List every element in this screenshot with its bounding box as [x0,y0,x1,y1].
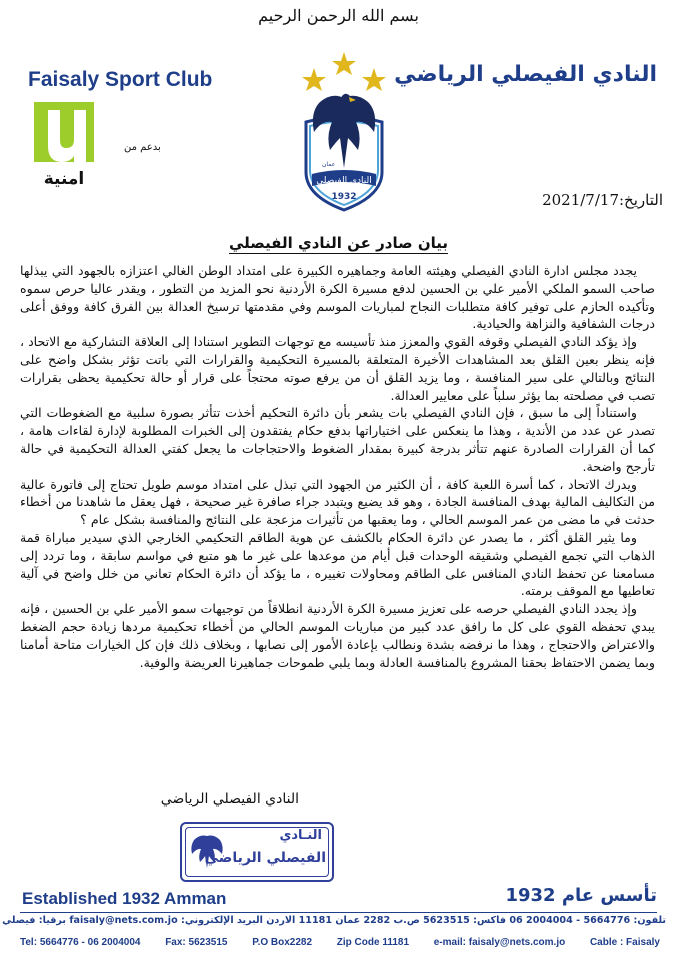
footer-fax: Fax: 5623515 [165,937,228,948]
footer-divider [20,912,657,913]
statement-paragraph: وإذ يجدد النادي الفيصلي حرصه على تعزيز مسيرة الكرة الأردنية انطلاقاً من توجيهات سمو الأمير علي بن الحسين ، فإنه يبدي تحفظه القوي على كل ما رافق عدد كبير من مباريات الموسم الحالي من أخطاء تحكيمية مردها زيادة حجم الضغط والاعتراض والاحتجاج ، وهذا ما نرفضه بشدة ونطالب بإعادة الأمور إلى نصابها ، وبخلاف ذلك فإن كل الخيارات متاحة أمامنا وبما يضمن الاحتفاظ بحقنا المشروع بالمنافسة العادلة وبما يلبي طموحات جماهيرنا العريضة والوفية. [20,601,655,670]
footer-tel: Tel: 5664776 - 06 2004004 [20,937,141,948]
sponsor-label: بدعم من [124,142,161,153]
statement-paragraph: واستناداً إلى ما سبق ، فإن النادي الفيصلي بات يشعر بأن دائرة التحكيم أخذت تتأثر بصورة سلبية مع الضغوطات التي تصدر عن عدد من الأندية ، وهذا ما ينعكس على اختياراتها بدفع حكام يفتقدون إلى الخبرات المطلوبة لإدارة لقاءات هامة ، كما أن القرارات الصادرة عنهم تتأثر بدرجة كبيرة بمقدار الضغوط والاحتجاجات ما يجعل كفتي العدالة التحكيمية في حالة تأرجح واضحة. [20,405,655,474]
statement-paragraph: يجدد مجلس ادارة النادي الفيصلي وهيئته العامة وجماهيره الكبيرة على امتداد الوطن الغالي اعتزازه بالجهود التي يبذلها صاحب السمو الملكي الأمير علي بن الحسين لدفع مسيرة الكرة الأردنية نحو المزيد من التطور ، ويقدر عاليا حرص سموه وتأكيده الحازم على توفير كافة متطلبات النجاح لمباريات الموسم وفي مقدمتها ترسيخ العدالة بين الفرق كافة ووفق أعلى درجات الشفافية والنزاهة والحيادية. [20,263,655,332]
statement-paragraph: ويدرك الاتحاد ، كما أسرة اللعبة كافة ، أن الكثير من الجهود التي تبذل على امتداد موسم طويل تحتاج إلى فاتورة عالية من التكاليف المالية بهدف المنافسة الجادة ، وهو قد يضيع ويتبدد جراء صافرة غير صحيحة ، فهل يعقل ما شاهدنا من أخطاء حدثت في ما مضى من عمر الموسم الحالي ، وما يعقبها من تأثيرات مزعجة على النتائج والمنافسة بشكل عام ؟ [20,476,655,528]
crest-stars [302,52,386,91]
club-crest-logo [296,46,392,214]
footer-pobox: P.O Box2282 [252,937,313,948]
statement-body [20,262,655,671]
statement-paragraph: وما يثير القلق أكثر ، ما يصدر عن دائرة الحكام بالكشف عن هوية الطاقم التحكيمي الخارجي الذي سيدير مباراة قمة الذهاب التي تجمع الفيصلي وشقيقه الوحدات قبل أيام من موعدها على غير ما هو متبع في مواسم سابقة ، وما تردد إلى مسامعنا عن تحفظ النادي المنافس على الطاقم ومحاولات تغييره ، ما يؤكد أن دائرة الحكام تعاني من خلل واضح في آلية تعاطيها مع الموقف برمته. [20,529,655,599]
basmala-heading: بسم الله الرحمن الرحيم [258,6,419,25]
club-name-english: Faisaly Sport Club [28,68,213,91]
sponsor-name: امنية [43,169,85,189]
crest-city: عمان [322,161,336,168]
document-date: التاريخ:2021/7/17 [542,191,663,209]
footer-contact-arabic: تلفون: 5664776 - 2004004 06 فاكس: 5623515 ص.ب 2282 عمان 11181 الاردن البريد الإلكتروني: faisaly@nets.com.jo برقيا: فيصلي [2,915,666,926]
established-english: Established 1932 Amman [22,889,227,908]
club-stamp [180,822,334,882]
document-title-text: بيان صادر عن النادي الفيصلي [228,234,449,252]
signature-line: النادي الفيصلي الرياضي [160,791,299,807]
crest-text: النادي الفيصلي [316,176,372,186]
crest-year: 1932 [331,192,357,202]
stamp-text-line1: النـادي [279,828,322,843]
statement-paragraph: وإذ يؤكد النادي الفيصلي وقوفه القوي والمعزز منذ تأسيسه مع توجهات التطوير استنادا إلى العلاقة التشاركية مع الاتحاد ، فإنه ينظر بعين القلق بعد المشاهدات الأخيرة المتعلقة بالمسيرة التحكيمية والقرارات التي باتت تؤثر بشكل واضح على النتائج وبالتالي على سير المنافسة ، وما يزيد القلق أن من يرفع صوته محتجاً على قرار أو حالة تحكيمية يحظى بقرارات تصب في مصلحته بما يؤثر سلباً على معايير العدالة. [20,334,655,403]
document-title [0,234,677,252]
footer-email: e-mail: faisaly@nets.com.jo [433,937,566,948]
club-name-arabic: النادي الفيصلي الرياضي [394,62,657,87]
stamp-text-line2: الفيصلي الرياضي [204,850,326,866]
established-arabic: تأسس عام 1932 [505,885,657,906]
footer-contact-english [20,937,660,948]
footer-zip: Zip Code 11181 [336,937,410,948]
footer-cable: Cable : Faisaly [589,937,660,948]
sponsor-logo [28,100,100,196]
